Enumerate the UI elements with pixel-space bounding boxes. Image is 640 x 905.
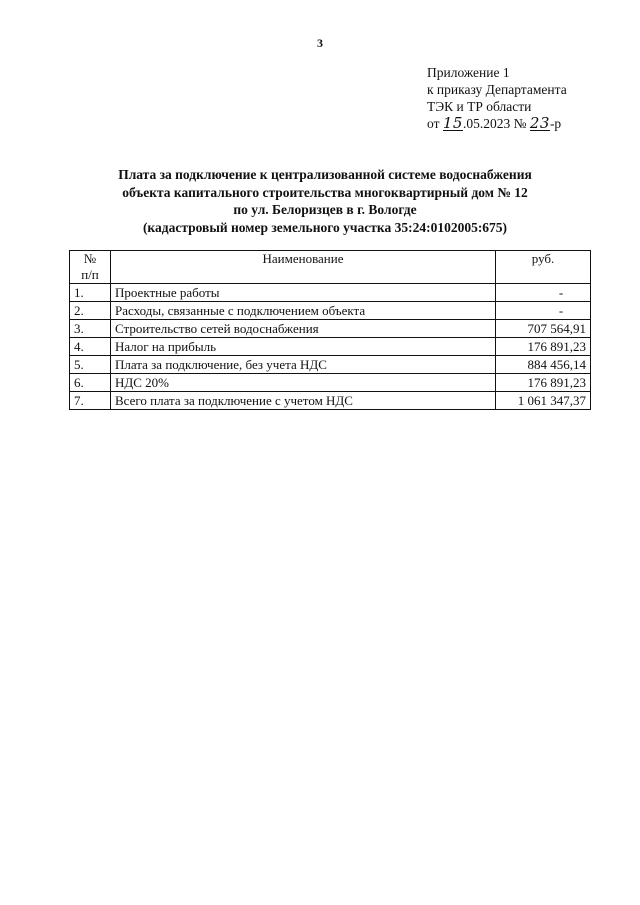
header-rub: руб. xyxy=(496,251,591,284)
handwritten-order-number: 23 xyxy=(529,114,550,132)
row-value: 884 456,14 xyxy=(496,356,591,374)
row-number: 7. xyxy=(70,392,111,410)
table-row xyxy=(70,392,591,410)
table-row xyxy=(70,302,591,320)
table-body xyxy=(70,284,591,410)
date-rest: .05.2023 № xyxy=(462,116,527,131)
row-name: Строительство сетей водоснабжения xyxy=(111,320,496,338)
row-name: Плата за подключение, без учета НДС xyxy=(111,356,496,374)
date-prefix: от xyxy=(427,116,440,131)
title-line-3: по ул. Белоризцев в г. Вологде xyxy=(233,202,417,217)
appendix-title: Приложение 1 xyxy=(427,65,510,80)
page-number: 3 xyxy=(317,36,323,50)
title-line-4: (кадастровый номер земельного участка 35:24:0102005:675) xyxy=(142,219,508,235)
table-row xyxy=(70,320,591,338)
table-row xyxy=(70,374,591,392)
row-value: 176 891,23 xyxy=(496,374,591,392)
fee-table xyxy=(69,250,591,410)
row-name: Проектные работы xyxy=(111,284,496,302)
row-value: 176 891,23 xyxy=(496,338,591,356)
table-row xyxy=(70,338,591,356)
order-suffix: -р xyxy=(549,116,562,131)
row-value: - xyxy=(496,284,591,302)
appendix-header xyxy=(427,64,567,132)
row-number: 2. xyxy=(70,302,111,320)
row-name: НДС 20% xyxy=(111,374,496,392)
row-name: Всего плата за подключение с учетом НДС xyxy=(111,392,496,410)
row-number: 6. xyxy=(70,374,111,392)
row-number: 3. xyxy=(70,320,111,338)
header-number xyxy=(70,251,111,284)
document-title xyxy=(60,166,590,236)
table-row xyxy=(70,284,591,302)
header-number-pp: п/п xyxy=(81,267,99,282)
appendix-date-line xyxy=(427,115,567,132)
title-line-1: Плата за подключение к централизованной системе водоснабжения xyxy=(118,167,532,182)
row-number: 1. xyxy=(70,284,111,302)
row-number: 5. xyxy=(70,356,111,374)
row-value: 1 061 347,37 xyxy=(496,392,591,410)
table-header-row xyxy=(70,251,591,284)
header-name: Наименование xyxy=(111,251,496,284)
row-value: 707 564,91 xyxy=(496,320,591,338)
row-number: 4. xyxy=(70,338,111,356)
row-name: Расходы, связанные с подключением объекта xyxy=(111,302,496,320)
appendix-department: ТЭК и ТР области xyxy=(427,99,532,114)
row-name: Налог на прибыль xyxy=(111,338,496,356)
table-row xyxy=(70,356,591,374)
appendix-order-ref: к приказу Департамента xyxy=(427,82,567,97)
row-value: - xyxy=(496,302,591,320)
handwritten-day: 15 xyxy=(442,114,463,132)
header-number-sign: № xyxy=(83,251,97,266)
title-line-2: объекта капитального строительства многоквартирный дом № 12 xyxy=(122,184,528,200)
